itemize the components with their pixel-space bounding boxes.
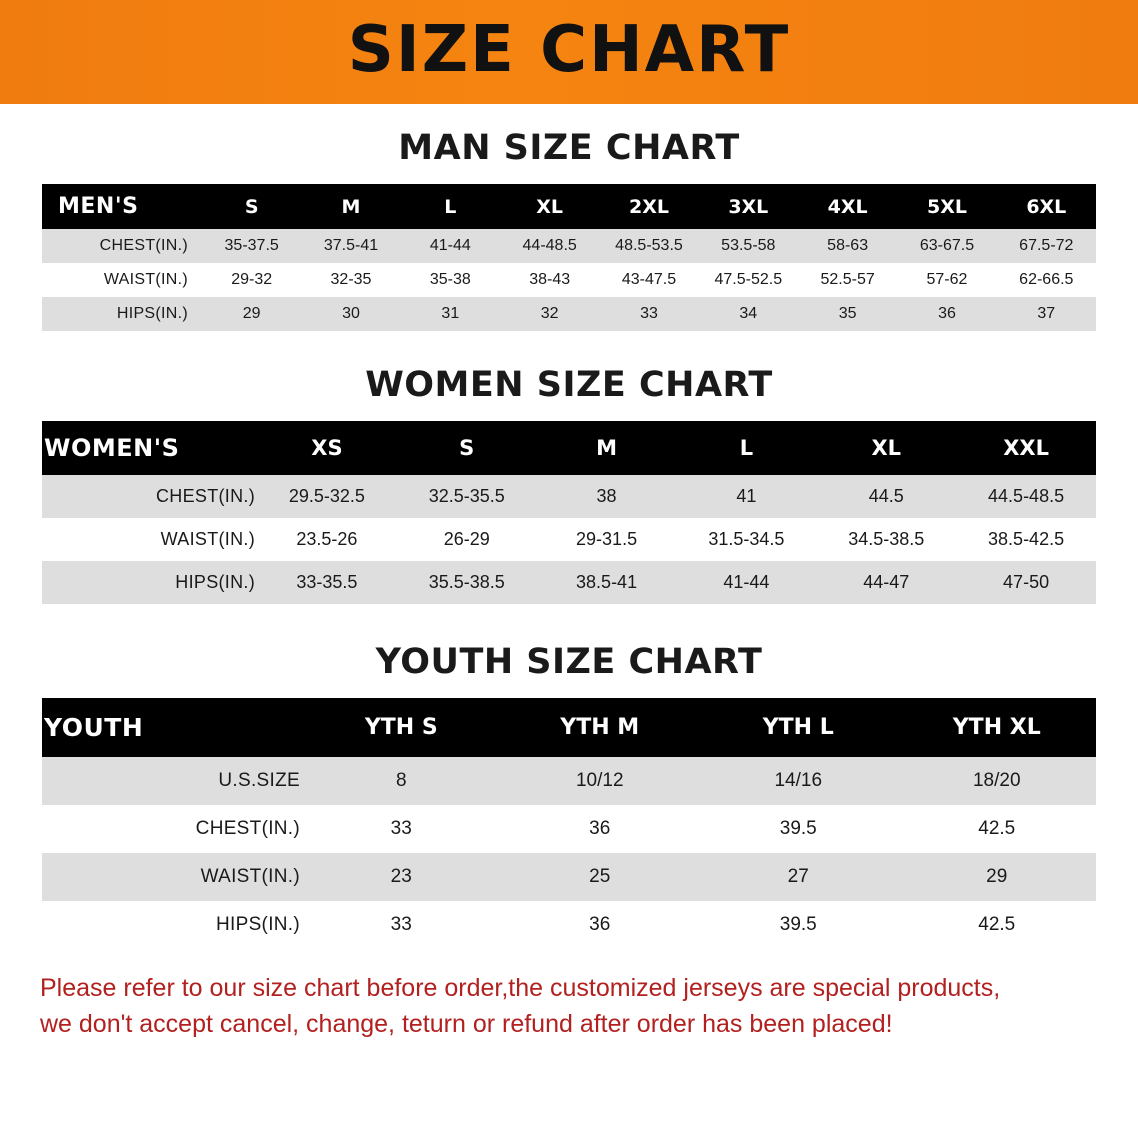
women-waist-m: 29-31.5 xyxy=(537,518,677,561)
table-row xyxy=(42,518,1096,561)
women-table-wrapper xyxy=(0,421,1138,604)
youth-header-s: YTH S xyxy=(364,715,438,740)
men-waist-l: 35-38 xyxy=(401,263,500,297)
youth-ussize-xl: 18/20 xyxy=(898,757,1097,805)
men-chest-l: 41-44 xyxy=(401,229,500,263)
men-chest-5xl: 63-67.5 xyxy=(897,229,996,263)
women-chest-xl: 44.5 xyxy=(816,475,956,518)
women-header-l: L xyxy=(739,436,754,460)
table-row xyxy=(42,263,1096,297)
men-hips-6xl: 37 xyxy=(997,297,1096,331)
banner-title: SIZE CHART xyxy=(347,13,791,87)
women-row-chest-label: CHEST(IN.) xyxy=(42,475,257,518)
women-waist-xs: 23.5-26 xyxy=(257,518,397,561)
youth-chest-s: 33 xyxy=(302,805,501,853)
youth-hips-m: 36 xyxy=(501,901,700,949)
men-row-waist-label: WAIST(IN.) xyxy=(42,263,202,297)
disclaimer-line-2: we don't accept cancel, change, teturn or refund after order has been placed! xyxy=(40,1009,893,1038)
women-chest-s: 32.5-35.5 xyxy=(397,475,537,518)
table-row xyxy=(42,475,1096,518)
men-waist-3xl: 47.5-52.5 xyxy=(699,263,798,297)
men-header-m: M xyxy=(341,195,361,218)
men-waist-s: 29-32 xyxy=(202,263,301,297)
youth-ussize-s: 8 xyxy=(302,757,501,805)
men-header-6xl: 6XL xyxy=(1026,195,1067,218)
table-row xyxy=(42,229,1096,263)
women-chest-m: 38 xyxy=(537,475,677,518)
men-hips-5xl: 36 xyxy=(897,297,996,331)
men-waist-5xl: 57-62 xyxy=(897,263,996,297)
youth-row-waist-label: WAIST(IN.) xyxy=(42,853,302,901)
women-header-m: M xyxy=(596,436,618,460)
women-waist-xl: 34.5-38.5 xyxy=(816,518,956,561)
women-waist-l: 31.5-34.5 xyxy=(676,518,816,561)
men-row-hips-label: HIPS(IN.) xyxy=(42,297,202,331)
women-hips-xxl: 47-50 xyxy=(956,561,1096,604)
youth-header-m: YTH M xyxy=(560,715,640,740)
women-hips-xl: 44-47 xyxy=(816,561,956,604)
women-header-xxl: XXL xyxy=(1003,436,1049,460)
youth-hips-s: 33 xyxy=(302,901,501,949)
men-header-s: S xyxy=(244,195,259,218)
women-hips-s: 35.5-38.5 xyxy=(397,561,537,604)
youth-waist-l: 27 xyxy=(699,853,898,901)
women-header-xs: XS xyxy=(311,436,343,460)
youth-chest-xl: 42.5 xyxy=(898,805,1097,853)
men-hips-xl: 32 xyxy=(500,297,599,331)
women-hips-m: 38.5-41 xyxy=(537,561,677,604)
table-row xyxy=(42,561,1096,604)
man-section-heading: MAN SIZE CHART xyxy=(398,128,740,168)
women-row-hips-label: HIPS(IN.) xyxy=(42,561,257,604)
disclaimer-line-1: Please refer to our size chart before order,the customized jerseys are special products, xyxy=(40,974,1001,1002)
youth-chest-l: 39.5 xyxy=(699,805,898,853)
youth-row-hips-label: HIPS(IN.) xyxy=(42,901,302,949)
women-waist-xxl: 38.5-42.5 xyxy=(956,518,1096,561)
youth-chest-m: 36 xyxy=(501,805,700,853)
table-row xyxy=(42,757,1096,805)
banner xyxy=(0,0,1138,104)
women-header-s: S xyxy=(459,436,475,460)
men-header-l: L xyxy=(444,195,457,218)
youth-waist-xl: 29 xyxy=(898,853,1097,901)
men-chest-4xl: 58-63 xyxy=(798,229,897,263)
men-chest-s: 35-37.5 xyxy=(202,229,301,263)
men-hips-2xl: 33 xyxy=(599,297,698,331)
men-header-5xl: 5XL xyxy=(926,195,967,218)
men-hips-m: 30 xyxy=(301,297,400,331)
women-chest-l: 41 xyxy=(676,475,816,518)
women-chest-xs: 29.5-32.5 xyxy=(257,475,397,518)
men-chest-6xl: 67.5-72 xyxy=(997,229,1096,263)
men-chest-2xl: 48.5-53.5 xyxy=(599,229,698,263)
men-waist-6xl: 62-66.5 xyxy=(997,263,1096,297)
men-waist-xl: 38-43 xyxy=(500,263,599,297)
men-hips-4xl: 35 xyxy=(798,297,897,331)
youth-hips-l: 39.5 xyxy=(699,901,898,949)
table-row xyxy=(42,297,1096,331)
men-hips-l: 31 xyxy=(401,297,500,331)
youth-row-chest-label: CHEST(IN.) xyxy=(42,805,302,853)
disclaimer-note xyxy=(40,971,1098,1042)
women-hips-xs: 33-35.5 xyxy=(257,561,397,604)
men-chest-m: 37.5-41 xyxy=(301,229,400,263)
table-row xyxy=(42,901,1096,949)
youth-header-label: YOUTH xyxy=(44,713,144,742)
table-header-row xyxy=(42,698,1096,757)
youth-hips-xl: 42.5 xyxy=(898,901,1097,949)
youth-header-l: YTH L xyxy=(762,715,834,740)
men-chest-3xl: 53.5-58 xyxy=(699,229,798,263)
women-header-label: WOMEN'S xyxy=(44,434,180,462)
men-size-table xyxy=(42,184,1096,331)
youth-section-heading: YOUTH SIZE CHART xyxy=(375,642,763,682)
men-row-chest-label: CHEST(IN.) xyxy=(42,229,202,263)
youth-size-table xyxy=(42,698,1096,949)
youth-waist-s: 23 xyxy=(302,853,501,901)
table-header-row xyxy=(42,421,1096,475)
men-header-xl: XL xyxy=(536,195,564,218)
youth-row-ussize-label: U.S.SIZE xyxy=(42,757,302,805)
women-header-xl: XL xyxy=(871,436,902,460)
men-waist-m: 32-35 xyxy=(301,263,400,297)
men-waist-2xl: 43-47.5 xyxy=(599,263,698,297)
women-hips-l: 41-44 xyxy=(676,561,816,604)
men-hips-3xl: 34 xyxy=(699,297,798,331)
youth-ussize-l: 14/16 xyxy=(699,757,898,805)
man-table-wrapper xyxy=(0,184,1138,331)
youth-waist-m: 25 xyxy=(501,853,700,901)
women-section-heading: WOMEN SIZE CHART xyxy=(365,365,773,405)
women-waist-s: 26-29 xyxy=(397,518,537,561)
women-size-table xyxy=(42,421,1096,604)
table-header-row xyxy=(42,184,1096,229)
youth-ussize-m: 10/12 xyxy=(501,757,700,805)
women-chest-xxl: 44.5-48.5 xyxy=(956,475,1096,518)
women-row-waist-label: WAIST(IN.) xyxy=(42,518,257,561)
men-hips-s: 29 xyxy=(202,297,301,331)
men-header-label: MEN'S xyxy=(58,194,139,219)
table-row xyxy=(42,853,1096,901)
men-waist-4xl: 52.5-57 xyxy=(798,263,897,297)
men-header-2xl: 2XL xyxy=(628,195,669,218)
men-header-3xl: 3XL xyxy=(728,195,769,218)
youth-table-wrapper xyxy=(0,698,1138,949)
men-chest-xl: 44-48.5 xyxy=(500,229,599,263)
men-header-4xl: 4XL xyxy=(827,195,868,218)
youth-header-xl: YTH XL xyxy=(952,715,1041,740)
table-row xyxy=(42,805,1096,853)
